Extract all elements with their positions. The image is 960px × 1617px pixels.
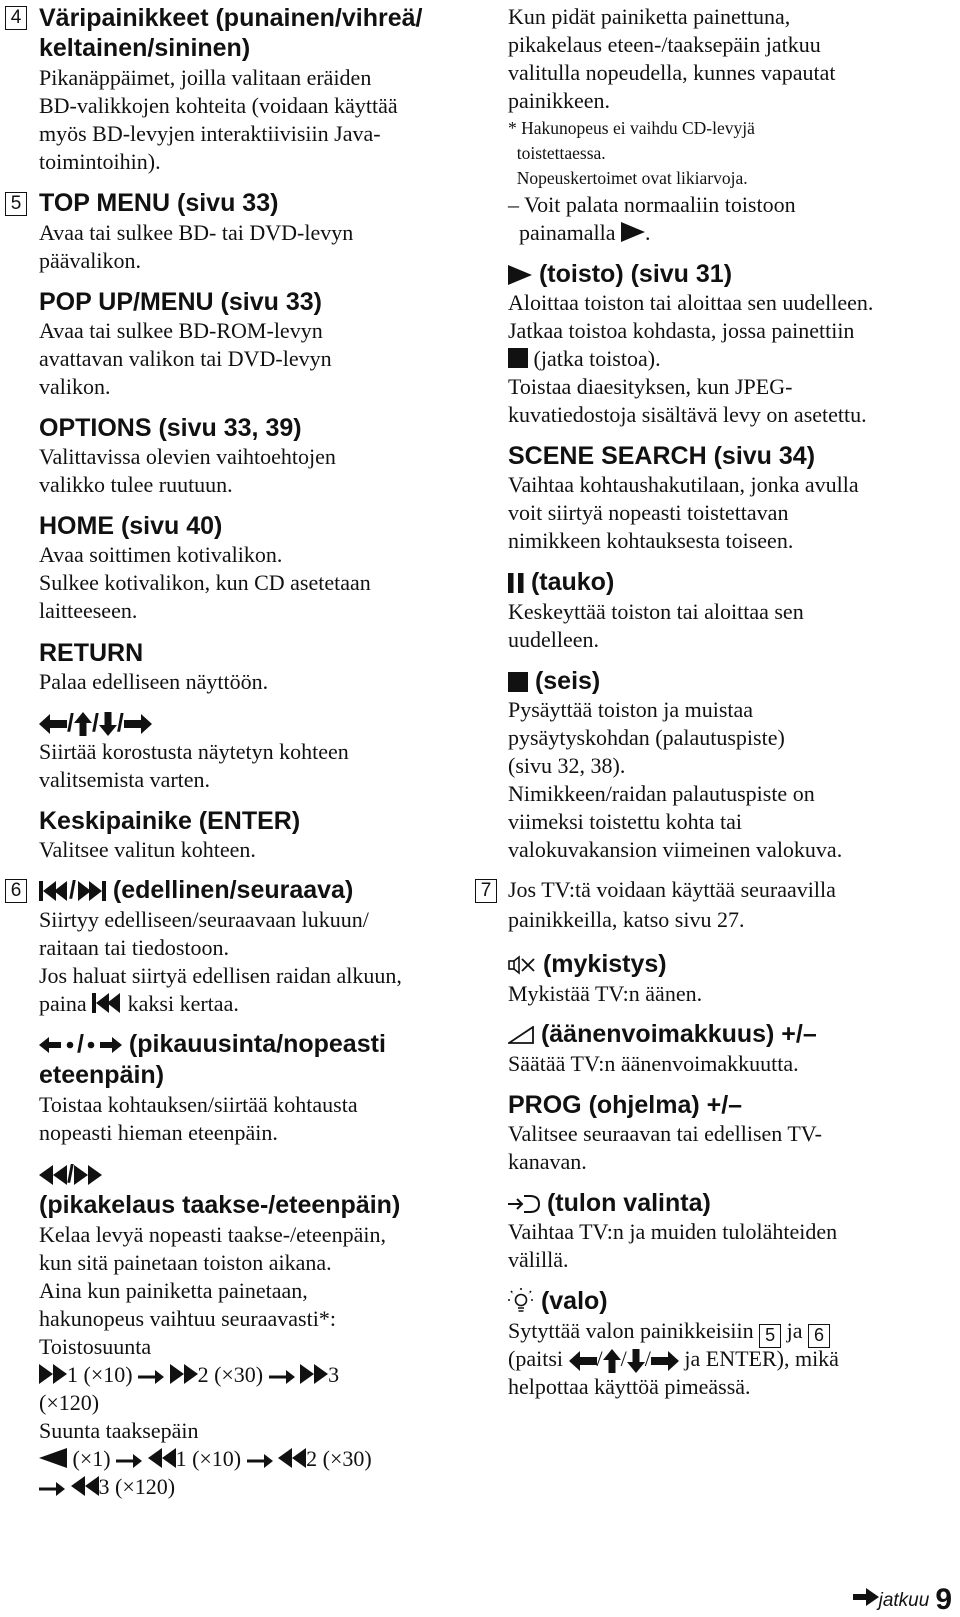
desc-tv-2: painikkeilla, katso sivu 27. [508,907,745,932]
desc-popup-2: avattavan valikon tai DVD-levyn [39,346,332,371]
input-select-icon [508,1193,540,1215]
desc-scan-2: kun sitä painetaan toiston aikana. [39,1250,332,1275]
desc-play-1: Aloittaa toiston tai aloittaa sen uudelleen. [508,290,874,315]
desc-top-menu-1: Avaa tai sulkee BD- tai DVD-levyn [39,220,354,245]
desc-play-3: (jatka toistoa). [508,345,661,373]
heading-volume: (äänenvoimakkuus) +/– [508,1018,817,1050]
continued-label: jatkuu [878,1590,930,1611]
desc-prev-next-2: raitaan tai tiedostoon. [39,935,229,960]
item-number-ref-5: 5 [759,1324,781,1348]
desc-scene-1: Vaihtaa kohtaushakutilaan, jonka avulla [508,472,859,497]
reverse-speeds: (×1) 1 (×10) 2 (×30) [39,1445,372,1473]
desc-scan-3: Aina kun painiketta painetaan, [39,1278,308,1303]
desc-pause-1: Keskeyttää toiston tai aloittaa sen [508,599,804,624]
note-1: * Hakunopeus ei vaihdu CD-levyjä [508,118,755,138]
desc-return-1: Palaa edelliseen näyttöön. [39,669,269,694]
desc-prev-next-3: Jos haluat siirtyä edellisen raidan alkuun, [39,963,402,988]
desc-play-4: Toistaa diaesityksen, kun JPEG- [508,374,793,399]
desc-popup-1: Avaa tai sulkee BD-ROM-levyn [39,318,323,343]
desc-play-5: kuvatiedostoja sisältävä levy on asetettu. [508,402,867,427]
heading-prog: PROG (ohjelma) +/– [508,1091,743,1119]
desc-input-2: välillä. [508,1247,569,1272]
forward-speeds: 1 (×10) 2 (×30) 3 [39,1361,339,1389]
heading-scan-icons: / [39,1158,102,1190]
heading-arrow-buttons: / / / [39,707,152,739]
heading-color-buttons: Väripainikkeet (punainen/vihreä/ [39,4,423,32]
desc-stop-2: pysäytyskohdan (palautuspiste) [508,725,785,750]
scan-cont-3: valitulla nopeudella, kunnes vapautat [508,60,836,85]
scan-cont-2: pikakelaus eteen-/taaksepäin jatkuu [508,32,821,57]
desc-home-1: Avaa soittimen kotivalikon. [39,542,283,567]
desc-stop-4: Nimikkeen/raidan palautuspiste on [508,781,815,806]
desc-input-1: Vaihtaa TV:n ja muiden tulolähteiden [508,1219,838,1244]
rewind-icon [148,1448,176,1468]
arrow-right-icon [269,1370,295,1384]
desc-color-2: BD-valikkojen kohteita (voidaan käyttää [39,93,398,118]
arrow-right-icon [247,1454,273,1468]
arrow-right-icon [116,1454,142,1468]
rewind-icon [278,1448,306,1468]
desc-top-menu-2: päävalikon. [39,248,142,273]
heading-replay-advance: / (pikauusinta/nopeasti [39,1028,386,1060]
fast-forward-icon [170,1364,198,1384]
heading-input: (tulon valinta) [508,1187,711,1219]
desc-light-3: helpottaa käyttöä pimeässä. [508,1374,751,1399]
down-arrow-icon [99,712,117,736]
heading-return: RETURN [39,639,144,667]
desc-replay-1: Toistaa kohtauksen/siirtää kohtausta [39,1092,358,1117]
forward-speeds-2: (×120) [39,1390,100,1415]
heading-popup-menu: POP UP/MENU (sivu 33) [39,288,322,316]
desc-color-3: myös BD-levyjen interaktiivisiin Java- [39,121,381,146]
mute-icon [508,954,536,976]
heading-scene-search: SCENE SEARCH (sivu 34) [508,442,816,470]
heading-mute: (mykistys) [508,948,667,980]
desc-scene-2: voit siirtyä nopeasti toistettavan [508,500,789,525]
desc-volume-1: Säätää TV:n äänenvoimakkuutta. [508,1051,799,1076]
instant-advance-icon [84,1035,122,1055]
up-arrow-icon [74,712,92,736]
desc-prev-next-1: Siirtyy edelliseen/seuraavaan lukuun/ [39,907,369,932]
continued-arrow-icon [853,1587,879,1607]
left-arrow-icon [39,713,67,735]
down-arrow-icon [627,1349,645,1373]
reverse-speeds-2: 3 (×120) [39,1473,175,1501]
item-number-6: 6 [5,879,27,903]
rewind-icon [39,1165,67,1185]
stop-icon [508,672,528,692]
heading-options: OPTIONS (sivu 33, 39) [39,414,302,442]
desc-popup-3: valikon. [39,374,111,399]
desc-scan-1: Kelaa levyä nopeasti taakse-/eteenpäin, [39,1222,386,1247]
desc-tv-1: Jos TV:tä voidaan käyttää seuraavilla [508,877,836,902]
heading-scan: (pikakelaus taakse-/eteenpäin) [39,1191,401,1219]
desc-mute-1: Mykistää TV:n äänen. [508,981,703,1006]
arrow-right-icon [39,1482,65,1496]
desc-prev-next-4: paina kaksi kertaa. [39,991,239,1016]
desc-replay-2: nopeasti hieman eteenpäin. [39,1120,278,1145]
instant-replay-icon [39,1035,77,1055]
desc-prog-1: Valitsee seuraavan tai edellisen TV- [508,1121,823,1146]
desc-scan-4: hakunopeus vaihtuu seuraavasti*: [39,1306,336,1331]
desc-pause-2: uudelleen. [508,627,600,652]
note-2: toistettaessa. [508,143,606,163]
light-icon [508,1288,534,1316]
heading-replay-advance-2: eteenpäin) [39,1061,165,1089]
desc-light-2: (paitsi / / / ja ENTER), mikä [508,1346,839,1371]
page-footer [853,1583,952,1617]
left-arrow-icon [569,1350,597,1372]
desc-enter-1: Valitsee valitun kohteen. [39,837,256,862]
desc-scene-3: nimikkeen kohtauksesta toiseen. [508,528,794,553]
desc-arrows-2: valitsemista varten. [39,767,211,792]
fast-forward-icon [74,1165,102,1185]
heading-light: (valo) [508,1285,608,1317]
desc-options-1: Valittavissa olevien vaihtoehtojen [39,444,336,469]
up-arrow-icon [603,1349,621,1373]
play-icon [508,265,532,285]
right-arrow-icon [651,1350,679,1372]
previous-icon [92,993,122,1013]
desc-home-2: Sulkee kotivalikon, kun CD asetetaan [39,570,371,595]
desc-color-4: toimintoihin). [39,149,161,174]
reverse-label: Suunta taaksepäin [39,1418,199,1443]
scan-cont-4: painikkeen. [508,88,611,113]
previous-icon [39,881,69,901]
dash-note-2: painamalla . [508,220,651,245]
item-number-7: 7 [475,879,497,903]
desc-stop-1: Pysäyttää toiston ja muistaa [508,697,754,722]
heading-prev-next: / (edellinen/seuraava) [39,874,353,906]
arrow-right-icon [138,1370,164,1384]
page-number: 9 [935,1583,952,1616]
heading-home: HOME (sivu 40) [39,512,223,540]
desc-home-3: laitteeseen. [39,598,138,623]
scan-cont-1: Kun pidät painiketta painettuna, [508,4,791,29]
next-icon [76,881,106,901]
heading-enter: Keskipainike (ENTER) [39,807,301,835]
stop-icon [508,348,528,368]
desc-stop-6: valokuvakansion viimeinen valokuva. [508,837,843,862]
slow-reverse-icon [39,1448,67,1468]
desc-light-1: Sytyttää valon painikkeisiin 5 ja 6 [508,1317,830,1348]
fast-forward-icon [300,1364,328,1384]
desc-color-1: Pikanäppäimet, joilla valitaan eräiden [39,65,372,90]
heading-top-menu: TOP MENU (sivu 33) [39,189,279,217]
item-number-5: 5 [5,192,27,216]
desc-prog-2: kanavan. [508,1149,587,1174]
heading-stop: (seis) [508,665,600,697]
desc-stop-5: viimeksi toistettu kohta tai [508,809,743,834]
desc-stop-3: (sivu 32, 38). [508,753,626,778]
pause-icon [508,573,524,593]
right-arrow-icon [124,713,152,735]
play-icon [621,222,645,242]
desc-play-2: Jatkaa toistoa kohdasta, jossa painettiin [508,318,855,343]
desc-scan-5: Toistosuunta [39,1334,152,1359]
volume-icon [508,1026,534,1044]
heading-pause: (tauko) [508,566,614,598]
note-3: Nopeuskertoimet ovat likiarvoja. [508,168,748,188]
dash-note-1: – Voit palata normaaliin toistoon [508,192,796,217]
item-number-ref-6: 6 [808,1324,830,1348]
heading-color-buttons-2: keltainen/sininen) [39,34,251,62]
rewind-icon [71,1476,99,1496]
heading-play: (toisto) (sivu 31) [508,258,732,290]
desc-options-2: valikko tulee ruutuun. [39,472,233,497]
fast-forward-icon [39,1364,67,1384]
item-number-4: 4 [5,6,27,30]
desc-arrows-1: Siirtää korostusta näytetyn kohteen [39,739,349,764]
